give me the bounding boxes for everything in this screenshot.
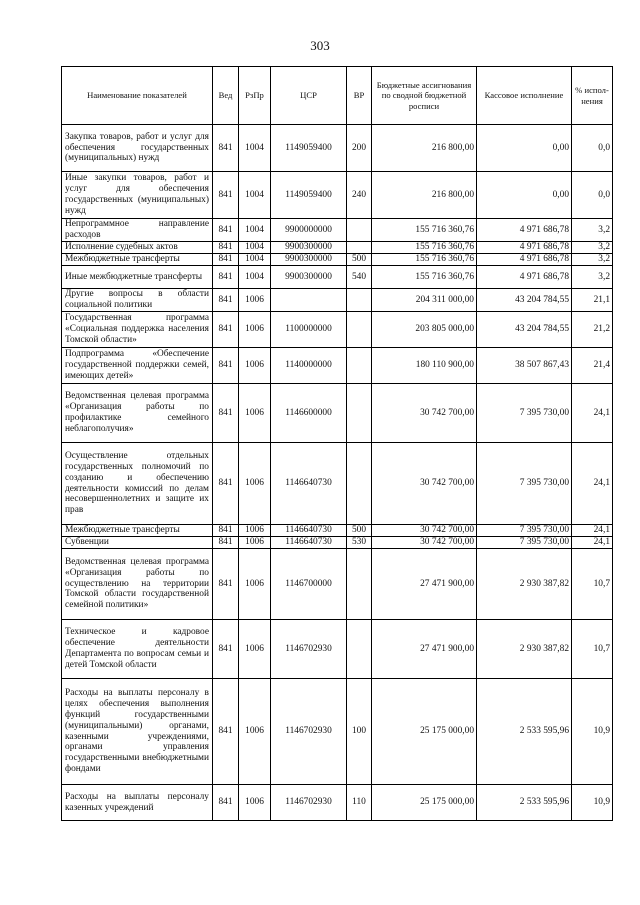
header-budget: Бюджетные ассигнования по сводной бюджетной росписи — [372, 67, 477, 125]
cell-ved: 841 — [213, 443, 239, 525]
cell-vr: 240 — [347, 172, 372, 219]
table-row — [62, 254, 613, 266]
cell-pct: 0,0 — [572, 125, 613, 172]
cell-csr: 1146640730 — [271, 443, 347, 525]
cell-rzpr: 1006 — [239, 679, 271, 785]
cell-vr: 110 — [347, 785, 372, 821]
cell-ved: 841 — [213, 348, 239, 384]
header-rzpr: РзПр — [239, 67, 271, 125]
budget-table — [61, 66, 613, 821]
cell-budget: 155 716 360,76 — [372, 266, 477, 289]
cell-name: Иные закупки товаров, работ и услуг для обеспечения государственных (муниципальных) нужд — [62, 172, 213, 219]
header-vr: ВР — [347, 67, 372, 125]
cell-budget: 155 716 360,76 — [372, 254, 477, 266]
cell-vr — [347, 549, 372, 620]
cell-vr — [347, 312, 372, 348]
cell-ved: 841 — [213, 172, 239, 219]
cell-ved: 841 — [213, 620, 239, 679]
cell-vr — [347, 384, 372, 443]
cell-kassa: 2 533 595,96 — [477, 679, 572, 785]
header-csr: ЦСР — [271, 67, 347, 125]
cell-pct: 10,9 — [572, 785, 613, 821]
cell-ved: 841 — [213, 266, 239, 289]
cell-rzpr: 1004 — [239, 219, 271, 242]
cell-rzpr: 1006 — [239, 785, 271, 821]
cell-name: Государственная программа «Социальная поддержка населения Томской области» — [62, 312, 213, 348]
cell-name: Закупка товаров, работ и услуг для обеспечения государственных (муниципальных) нужд — [62, 125, 213, 172]
cell-vr — [347, 219, 372, 242]
cell-ved: 841 — [213, 384, 239, 443]
cell-name: Субвенции — [62, 537, 213, 549]
cell-kassa: 4 971 686,78 — [477, 219, 572, 242]
cell-name: Межбюджетные трансферты — [62, 525, 213, 537]
cell-budget: 155 716 360,76 — [372, 219, 477, 242]
cell-pct: 24,1 — [572, 443, 613, 525]
cell-kassa: 7 395 730,00 — [477, 537, 572, 549]
cell-csr: 1146702930 — [271, 679, 347, 785]
cell-csr — [271, 289, 347, 312]
cell-kassa: 2 930 387,82 — [477, 549, 572, 620]
cell-ved: 841 — [213, 785, 239, 821]
cell-ved: 841 — [213, 679, 239, 785]
cell-budget: 27 471 900,00 — [372, 620, 477, 679]
cell-vr: 200 — [347, 125, 372, 172]
table-header-row — [62, 67, 613, 125]
cell-name: Непрограммное направление расходов — [62, 219, 213, 242]
cell-name: Межбюджетные трансферты — [62, 254, 213, 266]
cell-csr: 9900300000 — [271, 242, 347, 254]
cell-pct: 24,1 — [572, 384, 613, 443]
cell-kassa: 4 971 686,78 — [477, 254, 572, 266]
cell-vr — [347, 443, 372, 525]
cell-kassa: 43 204 784,55 — [477, 289, 572, 312]
cell-kassa: 7 395 730,00 — [477, 443, 572, 525]
cell-csr: 1146700000 — [271, 549, 347, 620]
cell-pct: 0,0 — [572, 172, 613, 219]
cell-pct: 3,2 — [572, 266, 613, 289]
cell-budget: 216 800,00 — [372, 172, 477, 219]
cell-vr — [347, 348, 372, 384]
cell-name: Ведомственная целевая программа «Организация работы по осуществлению на территории Томской области государственной семейной политики» — [62, 549, 213, 620]
cell-pct: 10,9 — [572, 679, 613, 785]
cell-csr: 9900300000 — [271, 254, 347, 266]
cell-name: Расходы на выплаты персоналу в целях обеспечения выполнения функций государственными (муниципальными) органами, казенными учреждениями, органами управления государственными внебюджетными фондами — [62, 679, 213, 785]
table-row — [62, 348, 613, 384]
cell-csr: 1146640730 — [271, 537, 347, 549]
cell-rzpr: 1006 — [239, 443, 271, 525]
header-pct: % испол-нения — [572, 67, 613, 125]
cell-ved: 841 — [213, 219, 239, 242]
table-row — [62, 172, 613, 219]
cell-vr: 530 — [347, 537, 372, 549]
cell-kassa: 7 395 730,00 — [477, 525, 572, 537]
cell-csr: 1146600000 — [271, 384, 347, 443]
cell-name: Другие вопросы в области социальной политики — [62, 289, 213, 312]
cell-name: Ведомственная целевая программа «Организация работы по профилактике семейного неблагополучия» — [62, 384, 213, 443]
cell-kassa: 7 395 730,00 — [477, 384, 572, 443]
cell-rzpr: 1006 — [239, 537, 271, 549]
cell-csr: 1146640730 — [271, 525, 347, 537]
cell-vr: 540 — [347, 266, 372, 289]
table-row — [62, 537, 613, 549]
cell-budget: 30 742 700,00 — [372, 443, 477, 525]
cell-name: Расходы на выплаты персоналу казенных учреждений — [62, 785, 213, 821]
cell-name: Осуществление отдельных государственных полномочий по созданию и обеспечению деятельности комиссий по делам несовершеннолетних и защите их прав — [62, 443, 213, 525]
cell-kassa: 4 971 686,78 — [477, 266, 572, 289]
cell-pct: 21,1 — [572, 289, 613, 312]
cell-kassa: 2 533 595,96 — [477, 785, 572, 821]
table-row — [62, 312, 613, 348]
cell-rzpr: 1004 — [239, 254, 271, 266]
table-row — [62, 242, 613, 254]
cell-pct: 21,4 — [572, 348, 613, 384]
table-row — [62, 384, 613, 443]
cell-kassa: 38 507 867,43 — [477, 348, 572, 384]
table-row — [62, 125, 613, 172]
cell-rzpr: 1006 — [239, 525, 271, 537]
cell-budget: 203 805 000,00 — [372, 312, 477, 348]
cell-budget: 155 716 360,76 — [372, 242, 477, 254]
cell-budget: 27 471 900,00 — [372, 549, 477, 620]
cell-name: Иные межбюджетные трансферты — [62, 266, 213, 289]
cell-budget: 30 742 700,00 — [372, 537, 477, 549]
cell-pct: 3,2 — [572, 219, 613, 242]
cell-pct: 3,2 — [572, 242, 613, 254]
cell-vr: 100 — [347, 679, 372, 785]
cell-rzpr: 1004 — [239, 242, 271, 254]
cell-csr: 1100000000 — [271, 312, 347, 348]
cell-vr: 500 — [347, 254, 372, 266]
cell-csr: 9900000000 — [271, 219, 347, 242]
cell-kassa: 0,00 — [477, 172, 572, 219]
cell-budget: 204 311 000,00 — [372, 289, 477, 312]
table-row — [62, 219, 613, 242]
cell-name: Техническое и кадровое обеспечение деятельности Департамента по вопросам семьи и детей Томской области — [62, 620, 213, 679]
cell-rzpr: 1004 — [239, 125, 271, 172]
header-name: Наименование показателей — [62, 67, 213, 125]
cell-pct: 21,2 — [572, 312, 613, 348]
cell-vr — [347, 620, 372, 679]
cell-pct: 3,2 — [572, 254, 613, 266]
cell-rzpr: 1006 — [239, 312, 271, 348]
cell-pct: 10,7 — [572, 620, 613, 679]
cell-ved: 841 — [213, 525, 239, 537]
cell-pct: 24,1 — [572, 537, 613, 549]
cell-csr: 1149059400 — [271, 125, 347, 172]
cell-name: Подпрограмма «Обеспечение государственной поддержки семей, имеющих детей» — [62, 348, 213, 384]
cell-budget: 180 110 900,00 — [372, 348, 477, 384]
cell-pct: 24,1 — [572, 525, 613, 537]
table-row — [62, 620, 613, 679]
table-row — [62, 525, 613, 537]
cell-csr: 9900300000 — [271, 266, 347, 289]
cell-ved: 841 — [213, 254, 239, 266]
table-row — [62, 266, 613, 289]
table-row — [62, 785, 613, 821]
cell-csr: 1140000000 — [271, 348, 347, 384]
cell-ved: 841 — [213, 549, 239, 620]
cell-ved: 841 — [213, 312, 239, 348]
cell-kassa: 4 971 686,78 — [477, 242, 572, 254]
cell-budget: 30 742 700,00 — [372, 525, 477, 537]
cell-rzpr: 1006 — [239, 620, 271, 679]
cell-ved: 841 — [213, 242, 239, 254]
cell-rzpr: 1006 — [239, 348, 271, 384]
table-row — [62, 289, 613, 312]
cell-kassa: 0,00 — [477, 125, 572, 172]
cell-pct: 10,7 — [572, 549, 613, 620]
cell-csr: 1146702930 — [271, 785, 347, 821]
cell-rzpr: 1004 — [239, 266, 271, 289]
cell-csr: 1149059400 — [271, 172, 347, 219]
cell-rzpr: 1006 — [239, 289, 271, 312]
cell-rzpr: 1004 — [239, 172, 271, 219]
cell-budget: 25 175 000,00 — [372, 679, 477, 785]
cell-budget: 30 742 700,00 — [372, 384, 477, 443]
cell-budget: 25 175 000,00 — [372, 785, 477, 821]
cell-ved: 841 — [213, 537, 239, 549]
cell-budget: 216 800,00 — [372, 125, 477, 172]
cell-kassa: 43 204 784,55 — [477, 312, 572, 348]
cell-name: Исполнение судебных актов — [62, 242, 213, 254]
header-kassa: Кассовое исполнение — [477, 67, 572, 125]
header-ved: Вед — [213, 67, 239, 125]
cell-rzpr: 1006 — [239, 549, 271, 620]
table-row — [62, 549, 613, 620]
table-row — [62, 679, 613, 785]
cell-kassa: 2 930 387,82 — [477, 620, 572, 679]
cell-vr: 500 — [347, 525, 372, 537]
page-number: 303 — [310, 38, 330, 53]
cell-vr — [347, 289, 372, 312]
cell-ved: 841 — [213, 125, 239, 172]
cell-vr — [347, 242, 372, 254]
cell-csr: 1146702930 — [271, 620, 347, 679]
cell-ved: 841 — [213, 289, 239, 312]
cell-rzpr: 1006 — [239, 384, 271, 443]
table-row — [62, 443, 613, 525]
